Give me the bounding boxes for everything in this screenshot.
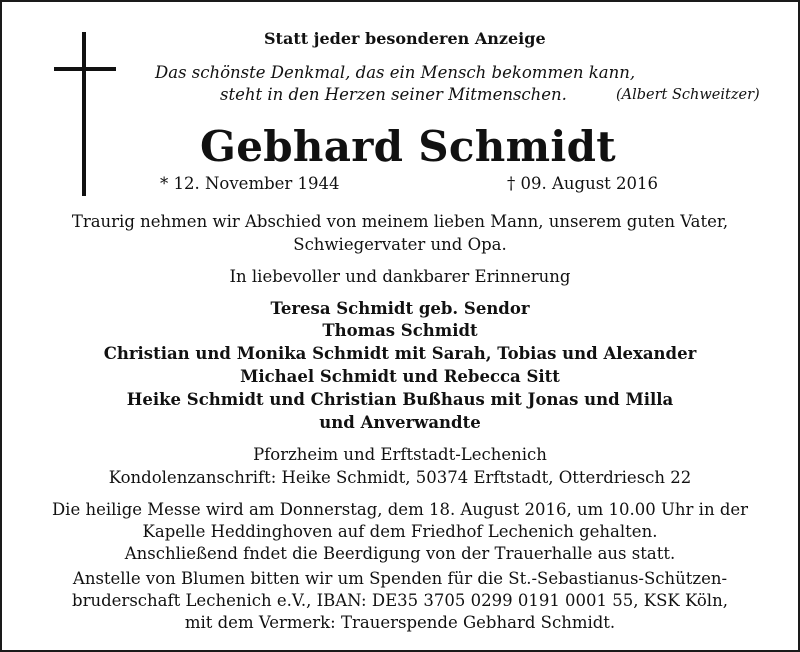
relative-line: Heike Schmidt und Christian Bußhaus mit Jonas und Milla — [126, 390, 674, 409]
deceased-name: Gebhard Schmidt — [200, 122, 616, 171]
quote-line-2: steht in den Herzen seiner Mitmenschen. — [220, 85, 567, 104]
mass-line-2: Kapelle Heddinghoven auf dem Friedhof Lechenich gehalten. — [142, 522, 658, 541]
mass-line-1: Die heilige Messe wird am Donnerstag, dem 18. August 2016, um 10.00 Uhr in der — [51, 500, 749, 519]
relative-line: Michael Schmidt und Rebecca Sitt — [240, 367, 560, 386]
relative-line: Thomas Schmidt — [322, 321, 478, 340]
relative-line: Christian und Monika Schmidt mit Sarah, Tobias und Alexander — [103, 344, 697, 363]
notice-heading: Statt jeder besonderen Anzeige — [264, 29, 546, 48]
donation-line-3: mit dem Vermerk: Trauerspende Gebhard Schmidt. — [184, 613, 616, 632]
donation-line-2: bruderschaft Lechenich e.V., IBAN: DE35 3705 0299 0191 0001 55, KSK Köln, — [72, 591, 728, 610]
death-date: † 09. August 2016 — [507, 174, 659, 193]
mass-line-3: Anschließend fndet die Beerdigung von der Trauerhalle aus statt. — [124, 544, 676, 563]
cross-icon — [54, 32, 116, 196]
farewell-line-2: Schwiegervater und Opa. — [293, 235, 507, 254]
condolence-address: Kondolenzanschrift: Heike Schmidt, 50374 Erftstadt, Otterdriesch 22 — [108, 468, 692, 487]
relative-line: Teresa Schmidt geb. Sendor — [270, 299, 530, 318]
quote-author: (Albert Schweitzer) — [616, 87, 760, 103]
quote-line-1: Das schönste Denkmal, das ein Mensch bekommen kann, — [155, 63, 636, 82]
birth-date: * 12. November 1944 — [160, 174, 340, 193]
remembrance-line: In liebevoller und dankbarer Erinnerung — [229, 267, 571, 286]
donation-line-1: Anstelle von Blumen bitten wir um Spenden für die St.-Sebastianus-Schützen- — [72, 569, 728, 588]
location-line: Pforzheim und Erftstadt-Lechenich — [253, 445, 547, 464]
farewell-line-1: Traurig nehmen wir Abschied von meinem lieben Mann, unserem guten Vater, — [71, 212, 729, 231]
relative-line: und Anverwandte — [319, 413, 481, 432]
